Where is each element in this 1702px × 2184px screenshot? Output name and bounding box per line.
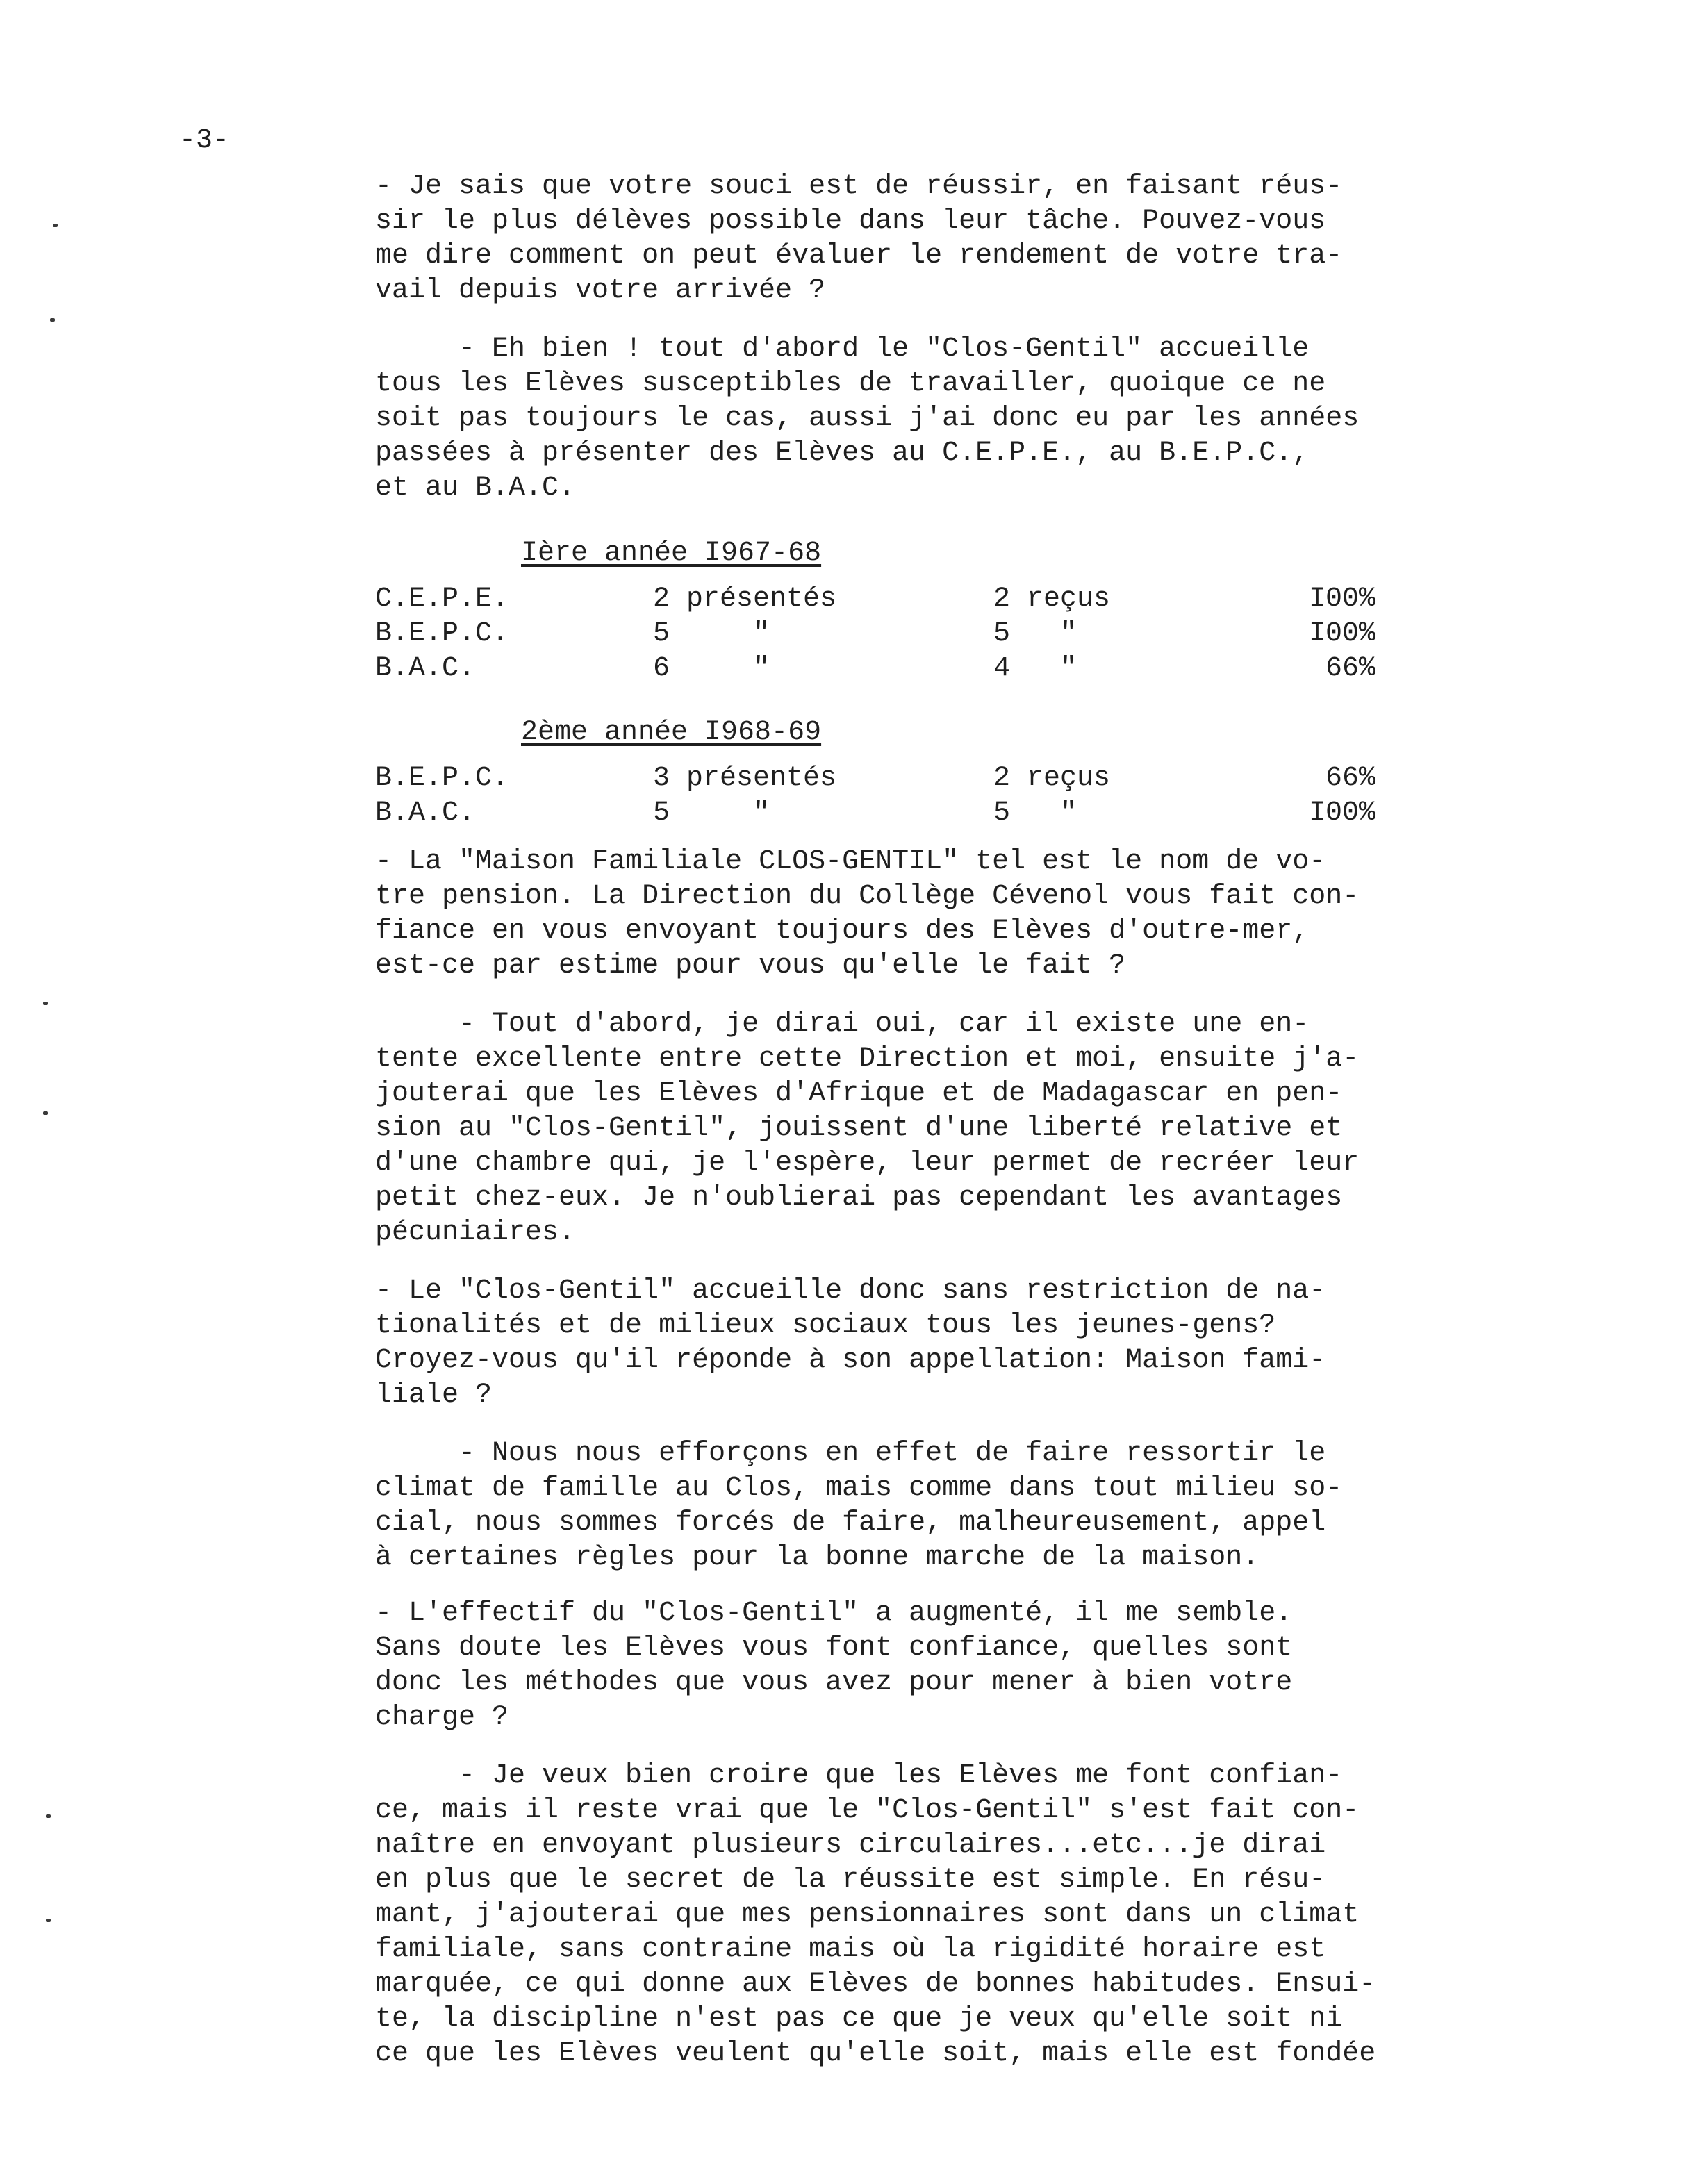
stats-title-year-1: Ière année I967-68 [521,538,822,569]
success-rate: I00% [1308,584,1375,615]
paragraph-question-4: - L'effectif du "Clos-Gentil" a augmenté, il me semble. Sans doute les Elèves vous font confiance, quelles sont donc les méthodes que vous avez pour mener à bien votre charge ? [375,1598,1293,1733]
stats-table-year-2 [375,761,1459,831]
paragraph-question-1: - Je sais que votre souci est de réussir, en faisant réus- sir le plus délèves possible dans leur tâche. Pouvez-vous me dire comment on peut évaluer le rendement de votre tra- vail depuis votre arrivée ? [375,171,1343,306]
passed-count: 2 reçus [993,763,1111,794]
paragraph-answer-1: - Eh bien ! tout d'abord le "Clos-Gentil" accueille tous les Elèves susceptibles de travailler, quoique ce ne soit pas toujours le cas, aussi j'ai donc eu par les années passées à présenter des Elèves au C.E.P.E., au B.E.P.C., et au B.A.C. [375,333,1360,504]
margin-mark [43,1111,48,1115]
stats-title-year-2: 2ème année I968-69 [521,717,822,748]
paragraph-question-2: - La "Maison Familiale CLOS-GENTIL" tel est le nom de vo- tre pension. La Direction du Collège Cévenol vous fait con- fiance en vous envoyant toujours des Elèves d'outre-mer, est-ce par estime pour vous qu'elle le fait ? [375,846,1360,982]
stats-row [375,761,1459,796]
presented-count: 6 " [653,653,770,684]
margin-mark [46,1814,51,1818]
paragraph-answer-2: - Tout d'abord, je dirai oui, car il existe une en- tente excellente entre cette Direction et moi, ensuite j'a- jouterai que les Elèves d'Afrique et de Madagascar en pen- sion au "Clos-Gentil", jouissent d'une liberté relative et d'une chambre qui, je l'espère, leur permet de recréer leur petit chez-eux. Je n'oublierai pas cependant les avantages pécuniaires. [375,1009,1360,1248]
paragraph-answer-4: - Je veux bien croire que les Elèves me font confian- ce, mais il reste vrai que le "Clos-Gentil" s'est fait con- naître en envoyant plusieurs circulaires...etc...je dirai en plus que le secret de la réussite est simple. En résu- mant, j'ajouterai que mes pensionnaires sont dans un climat familiale, sans contraine mais où la rigidité horaire est marquée, ce qui donne aux Elèves de bonnes habitudes. Ensui- te, la discipline n'est pas ce que je veux qu'elle soit ni ce que les Elèves veulent qu'elle soit, mais elle est fondée [375,1760,1376,2069]
stats-row [375,582,1459,617]
success-rate: 66% [1325,763,1375,794]
margin-mark [50,318,55,322]
margin-mark [46,1919,51,1922]
stats-row [375,796,1459,831]
stats-row [375,652,1459,686]
exam-name: B.E.P.C. [375,763,509,794]
passed-count: 5 " [993,797,1077,829]
success-rate: 66% [1325,653,1375,684]
exam-name: C.E.P.E. [375,584,509,615]
success-rate: I00% [1308,618,1375,650]
exam-name: B.E.P.C. [375,618,509,650]
page-number: -3- [179,125,230,156]
margin-mark [43,1002,48,1005]
presented-count: 2 présentés [653,584,837,615]
passed-count: 2 reçus [993,584,1111,615]
success-rate: I00% [1308,797,1375,829]
passed-count: 4 " [993,653,1077,684]
presented-count: 5 " [653,797,770,829]
paragraph-question-3: - Le "Clos-Gentil" accueille donc sans restriction de na- tionalités et de milieux sociaux tous les jeunes-gens? Croyez-vous qu'il réponde à son appellation: Maison fami- liale ? [375,1275,1326,1411]
stats-table-year-1 [375,582,1459,686]
passed-count: 5 " [993,618,1077,650]
presented-count: 5 " [653,618,770,650]
exam-name: B.A.C. [375,797,476,829]
exam-name: B.A.C. [375,653,476,684]
paragraph-answer-3: - Nous nous efforçons en effet de faire ressortir le climat de famille au Clos, mais comme dans tout milieu so- cial, nous sommes forcés de faire, malheureusement, appel à certaines règles pour la bonne marche de la maison. [375,1438,1343,1573]
presented-count: 3 présentés [653,763,837,794]
stats-row [375,617,1459,652]
document-body [375,169,1459,2071]
margin-mark [53,224,58,227]
